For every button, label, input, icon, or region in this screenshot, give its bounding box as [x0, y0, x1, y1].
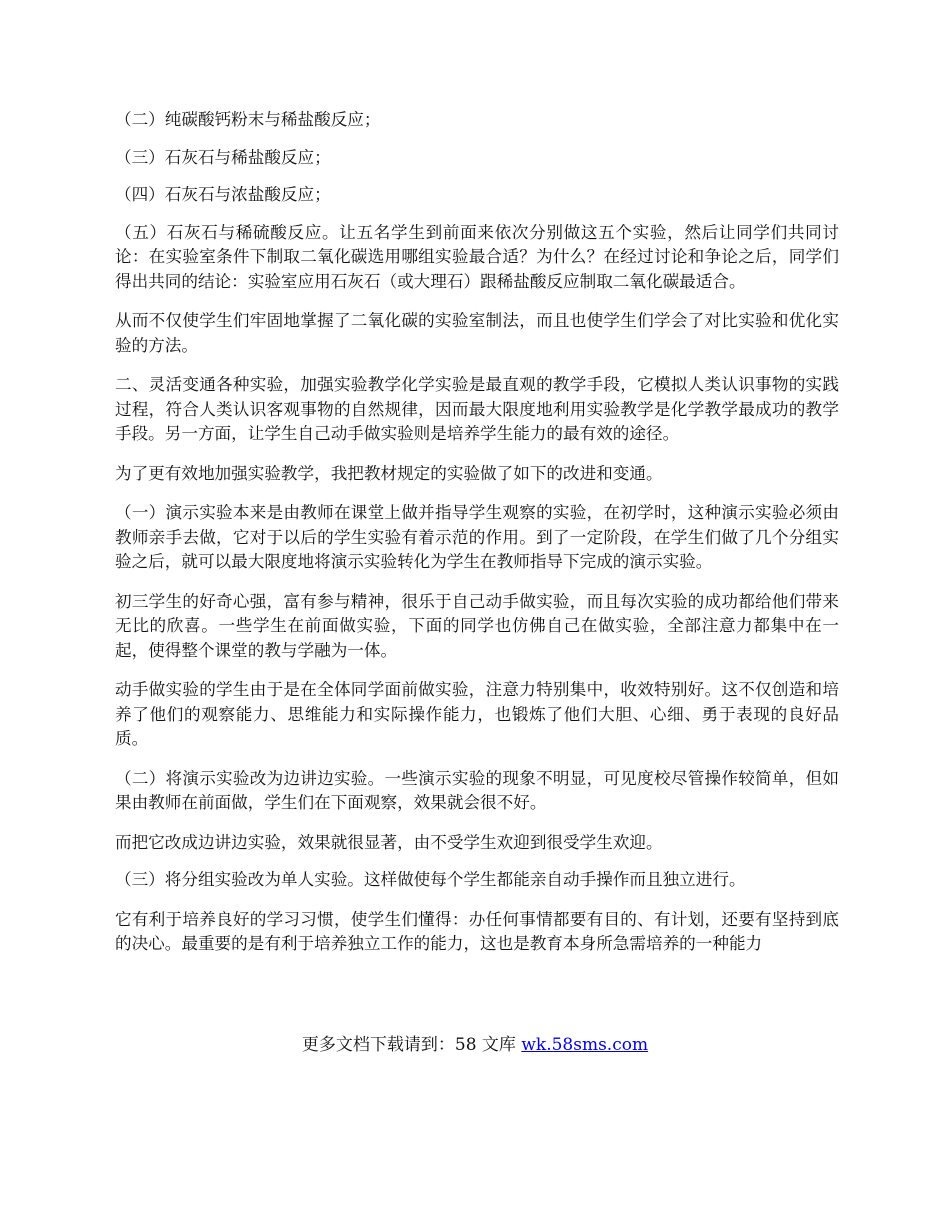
- footer-text: 更多文档下载请到：58 文库: [301, 1035, 522, 1055]
- paragraph: 而把它改成边讲边实验，效果就很显著，由不受学生欢迎到很受学生欢迎。: [115, 832, 663, 852]
- paragraph: 它有利于培养良好的学习习惯，使学生们懂得：办任何事情都要有目的、有计划，还要有坚持到底的决心。最重要的是有利于培养独立工作的能力，这也是教育本身所急需培养的一种能力: [115, 909, 839, 953]
- paragraph: 为了更有效地加强实验教学，我把教材规定的实验做了如下的改进和变通。: [115, 463, 663, 483]
- document-body: [115, 108, 839, 972]
- download-footer: [0, 1033, 950, 1057]
- paragraph: （五）石灰石与稀硫酸反应。让五名学生到前面来依次分别做这五个实验，然后让同学们共同讨论：在实验室条件下制取二氧化碳选用哪组实验最合适？为什么？在经过讨论和争论之后，同学们得出共同的结论：实验室应用石灰石（或大理石）跟稀盐酸反应制取二氧化碳最适合。: [115, 222, 839, 291]
- paragraph: 初三学生的好奇心强，富有参与精神，很乐于自己动手做实验，而且每次实验的成功都给他们带来无比的欣喜。一些学生在前面做实验，下面的同学也仿佛自己在做实验，全部注意力都集中在一起，使得整个课堂的教与学融为一体。: [115, 591, 839, 660]
- paragraph: （二）纯碳酸钙粉末与稀盐酸反应；: [115, 110, 381, 129]
- paragraph: 动手做实验的学生由于是在全体同学面前做实验，注意力特别集中，收效特别好。这不仅创造和培养了他们的观察能力、思维能力和实际操作能力，也锻炼了他们大胆、心细、勇于表现的良好品质。: [115, 680, 839, 748]
- paragraph: （三）将分组实验改为单人实验。这样做使每个学生都能亲自动手操作而且独立进行。: [115, 870, 746, 889]
- paragraph: （四）石灰石与浓盐酸反应；: [115, 185, 331, 204]
- paragraph: （二）将演示实验改为边讲边实验。一些演示实验的现象不明显，可见度校尽管操作较简单，但如果由教师在前面做，学生们在下面观察，效果就会很不好。: [115, 768, 839, 812]
- paragraph: 二、灵活变通各种实验，加强实验教学化学实验是最直观的教学手段，它模拟人类认识事物的实践过程，符合人类认识客观事物的自然规律，因而最大限度地利用实验教学是化学教学最成功的教学手段。另一方面，让学生自己动手做实验则是培养学生能力的最有效的途径。: [115, 375, 839, 443]
- paragraph: （一）演示实验本来是由教师在课堂上做并指导学生观察的实验，在初学时，这种演示实验必须由教师亲手去做，它对于以后的学生实验有着示范的作用。到了一定阶段，在学生们做了几个分组实验之后，就可以最大限度地将演示实验转化为学生在教师指导下完成的演示实验。: [115, 503, 839, 571]
- paragraph: （三）石灰石与稀盐酸反应；: [115, 147, 331, 167]
- footer-link[interactable]: wk.58sms.com: [521, 1035, 649, 1055]
- paragraph: 从而不仅使学生们牢固地掌握了二氧化碳的实验室制法，而且也使学生们学会了对比实验和优化实验的方法。: [115, 311, 839, 355]
